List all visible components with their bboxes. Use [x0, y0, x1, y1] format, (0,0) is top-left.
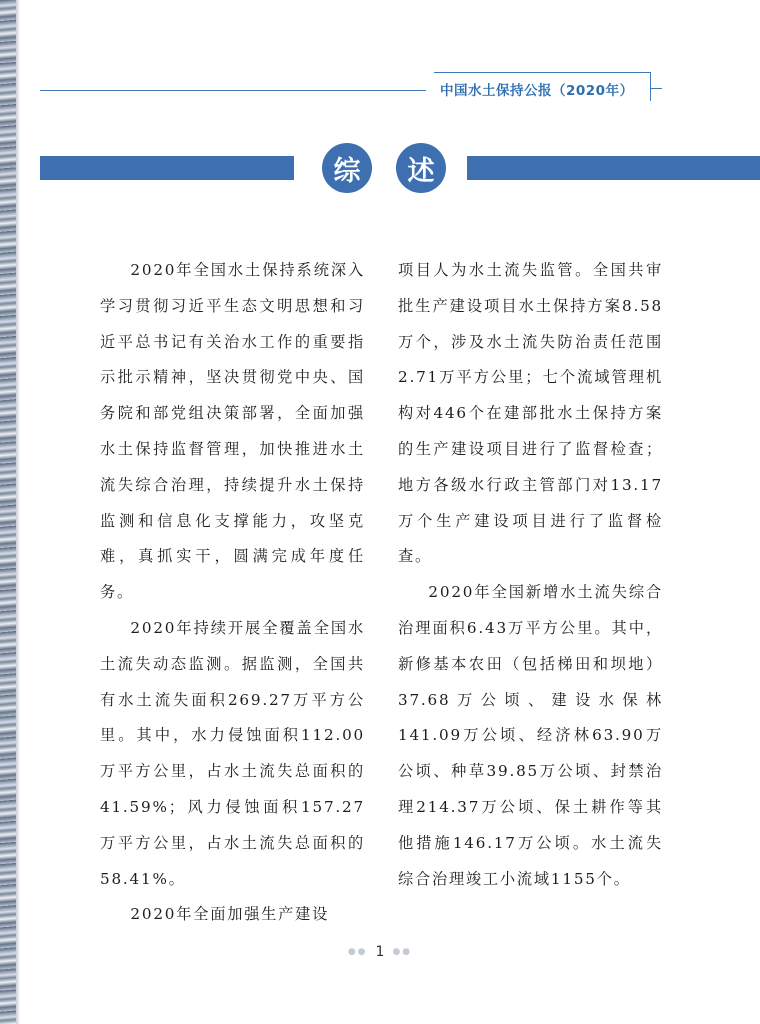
page-footer — [340, 941, 420, 963]
pager-dots-right: ●● — [392, 947, 413, 957]
title-char-2: 述 — [396, 143, 446, 193]
pager-dots-left: ●● — [347, 947, 368, 957]
paragraph: 2020年持续开展全覆盖全国水土流失动态监测。据监测，全国共有水土流失面积269.27万平方公里。其中，水力侵蚀面积112.00万平方公里，占水土流失总面积的41.59%；风力侵蚀面积157.27万平方公里，占水土流失总面积的58.41%。 — [100, 618, 365, 888]
header-tick — [650, 88, 662, 89]
paragraph: 2020年全国新增水土流失综合治理面积6.43万平方公里。其中，新修基本农田（包括梯田和坝地）37.68万公顷、建设水保林141.09万公顷、经济林63.90万公顷、种草39.85万公顷、封禁治理214.37万公顷、保土耕作等其他措施146.17万公顷。水土流失综合治理竣工小流域1155个。 — [398, 583, 663, 888]
title-bar-right — [467, 156, 760, 180]
title-char-1: 综 — [322, 143, 372, 193]
left-column — [100, 253, 365, 933]
paragraph: 2020年全国水土保持系统深入学习贯彻习近平生态文明思想和习近平总书记有关治水工作的重要指示批示精神，坚决贯彻党中央、国务院和部党组决策部署，全面加强水土保持监督管理，加快推进水土流失综合治理，持续提升水土保持监测和信息化支撑能力，攻坚克难，真抓实干，圆满完成年度任务。 — [100, 261, 365, 602]
publication-header: 中国水土保持公报（2020年） — [440, 83, 634, 99]
title-bar-left — [40, 156, 294, 180]
paragraph: 项目人为水土流失监管。全国共审批生产建设项目水土保持方案8.58万个，涉及水土流失防治责任范围2.71万平方公里；七个流域管理机构对446个在建部批水土保持方案的生产建设项目进行了监督检查；地方各级水行政主管部门对13.17万个生产建设项目进行了监督检查。 — [398, 261, 663, 566]
right-column — [398, 253, 663, 897]
header-rule — [40, 90, 426, 91]
side-photo-shade — [16, 0, 20, 1024]
paragraph: 2020年全面加强生产建设 — [130, 905, 330, 924]
page-number: 1 — [375, 944, 385, 960]
decorative-side-photo — [0, 0, 16, 1024]
